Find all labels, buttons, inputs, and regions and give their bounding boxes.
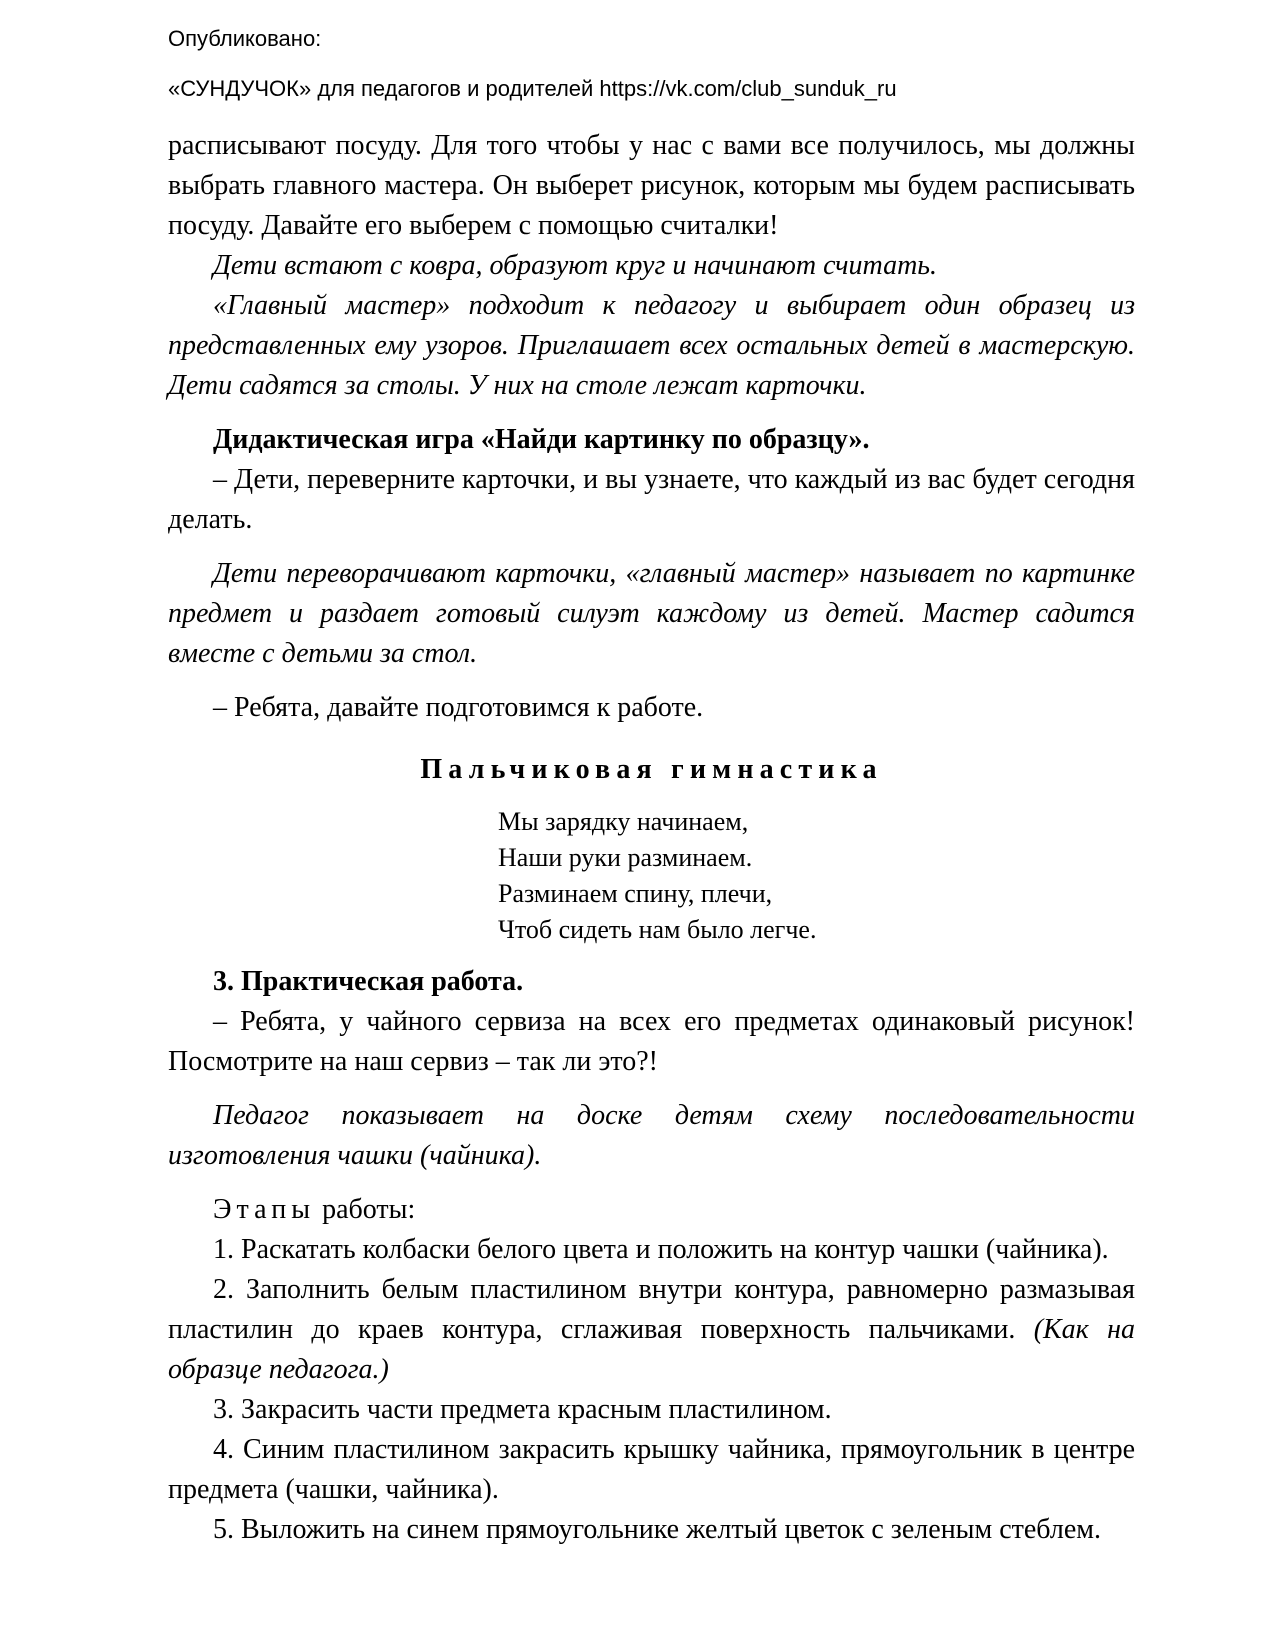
stage-direction-children-flip: Дети переворачивают карточки, «главный мастер» называет по картинке предмет и раздает готовый силуэт каждому из детей. Мастер садится вместе с детьми за стол.: [168, 558, 1135, 669]
poem-line: Чтоб сидеть нам было легче.: [498, 915, 817, 944]
stages-label: [168, 1190, 1135, 1230]
poem-line: Мы зарядку начинаем,: [498, 807, 749, 836]
source-line: «СУНДУЧОК» для педагогов и родителей https://vk.com/club_sunduk_ru: [168, 76, 897, 101]
stages-label-rest: работы:: [315, 1194, 416, 1225]
work-step-2-italic-note: (Как на образце педагога.): [168, 1314, 1135, 1385]
heading-practical-work: 3. Практическая работа.: [213, 966, 524, 997]
published-label: Опубликовано:: [168, 26, 322, 51]
heading-didactic-game: Дидактическая игра «Найди картинку по образцу».: [213, 424, 870, 455]
stage-direction-teacher-shows: Педагог показывает на доске детям схему последовательности изготовления чашки (чайника).: [168, 1100, 1135, 1171]
work-step-2-text: 2. Заполнить белым пластилином внутри контура, равномерно размазывая пластилин до краев контура, сглаживая поверхность пальчиками.: [168, 1274, 1135, 1345]
paragraph-tea-set: – Ребята, у чайного сервиза на всех его предметах одинаковый рисунок! Посмотрите на наш сервиз – так ли это?!: [168, 1006, 1135, 1077]
poem-line: Разминаем спину, плечи,: [498, 879, 773, 908]
work-step-4: 4. Синим пластилином закрасить крышку чайника, прямоугольник в центре предмета (чашки, чайника).: [168, 1434, 1135, 1505]
work-step-1: 1. Раскатать колбаски белого цвета и положить на контур чашки (чайника).: [213, 1234, 1109, 1265]
poem-line: Наши руки разминаем.: [498, 843, 753, 872]
stage-direction-children-stand: Дети встают с ковра, образуют круг и начинают считать.: [213, 250, 938, 281]
work-step-5: 5. Выложить на синем прямоугольнике желтый цветок с зеленым стеблем.: [213, 1514, 1101, 1545]
poem-block: [498, 804, 1135, 948]
paragraph-continuation: расписывают посуду. Для того чтобы у нас с вами все получилось, мы должны выбрать главного мастера. Он выберет рисунок, которым мы будем расписывать посуду. Давайте его выберем с помощью считалки!: [168, 130, 1135, 241]
work-step-3: 3. Закрасить части предмета красным пластилином.: [213, 1394, 832, 1425]
heading-finger-gymnastics: Пальчиковая гимнастика: [420, 754, 883, 785]
work-step-2: [168, 1270, 1135, 1390]
stage-direction-master-chooses: «Главный мастер» подходит к педагогу и выбирает один образец из представленных ему узоров. Приглашает всех остальных детей в мастерскую. Дети садятся за столы. У них на столе лежат карточки.: [168, 290, 1135, 401]
paragraph-prepare: – Ребята, давайте подготовимся к работе.: [213, 692, 704, 723]
paragraph-flip-cards: – Дети, переверните карточки, и вы узнаете, что каждый из вас будет сегодня делать.: [168, 464, 1135, 535]
stages-label-spaced-word: Этапы: [213, 1194, 316, 1225]
